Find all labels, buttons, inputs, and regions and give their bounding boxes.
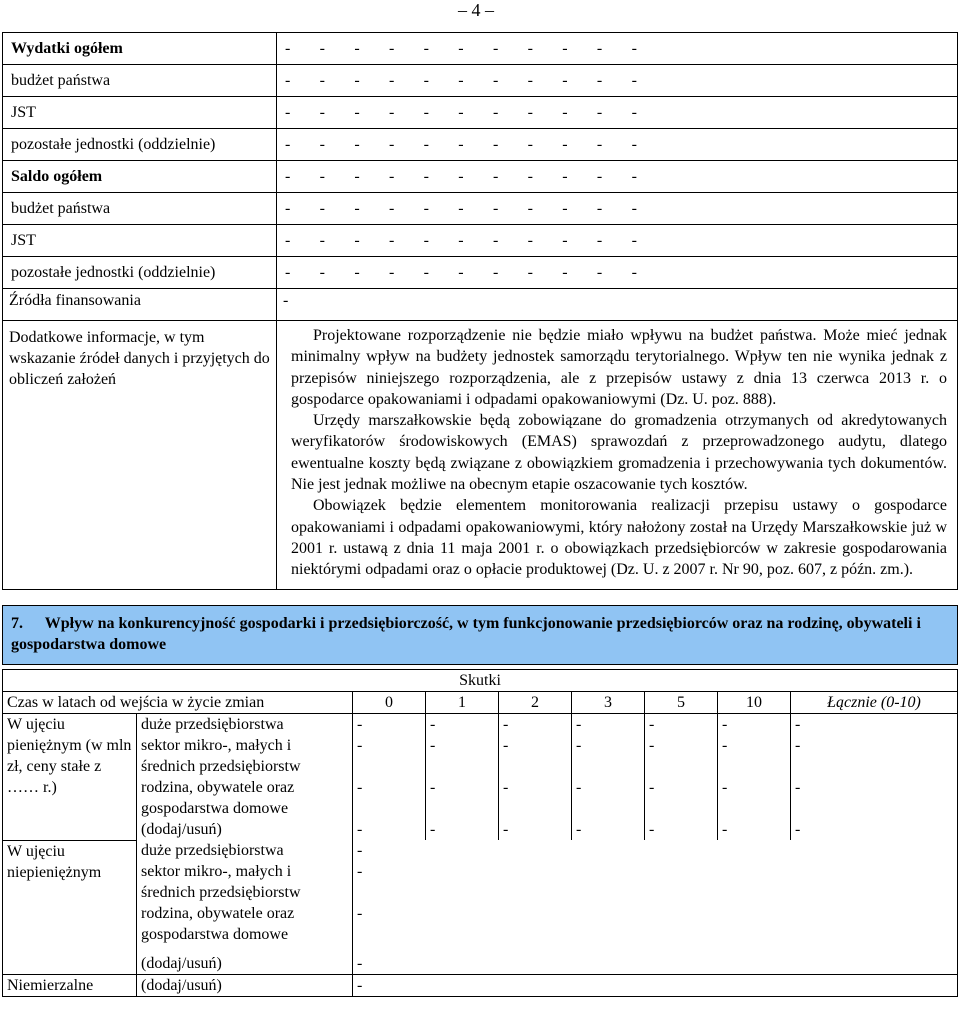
value-cell — [499, 777, 572, 819]
finance-row-values — [277, 257, 958, 289]
time-label: Czas w latach od wejścia w życie zmian — [3, 692, 353, 714]
dash-cell: - — [354, 104, 360, 121]
info-paragraph: Obowiązek będzie elementem monitorowania realizacji przepisu ustawy o gospodarce opakowaniami i odpadami opakowaniowymi, który nałożony został na Urzędy Marszałkowskie już w 2001 r. ustawą z dnia 11 maja 2001 r. o obowiązkach przedsiębiorców w zakresie gospodarowania niektórymi odpadami oraz o opłacie produktowej (Dz. U. z 2007 r. Nr 90, poz. 607, z późn. zm.). — [291, 497, 947, 579]
dash-cell: - — [285, 232, 291, 249]
nonmonetary-row — [3, 953, 958, 975]
sources-label: Źródła finansowania — [3, 289, 277, 321]
dash-cell: - — [354, 200, 360, 217]
finance-row-label: pozostałe jednostki (oddzielnie) — [3, 257, 277, 289]
dash-cell: - — [319, 136, 325, 153]
value-cell — [572, 819, 645, 840]
dash-cell: - — [631, 40, 637, 57]
dash-cell: - — [576, 821, 582, 838]
dash-cell: - — [562, 72, 568, 89]
value-cell — [353, 777, 426, 819]
dash-cell: - — [562, 264, 568, 281]
finance-row-values — [277, 161, 958, 193]
dash-cell: - — [354, 40, 360, 57]
value-cell — [572, 714, 645, 736]
dash-cell: - — [430, 737, 436, 754]
dash-cell: - — [388, 136, 395, 153]
dash-cell: - — [319, 232, 325, 249]
finance-row-label: JST — [3, 225, 277, 257]
dash-cell: - — [492, 136, 499, 153]
finance-row — [3, 257, 958, 289]
value-cell — [645, 777, 718, 819]
value-cell — [791, 714, 958, 736]
dash-cell: - — [527, 72, 533, 89]
value-cell — [426, 777, 499, 819]
year-header: 0 — [353, 692, 426, 714]
row-label: sektor mikro-, małych i średnich przedsiębiorstw — [137, 861, 353, 903]
dash-cell: - — [458, 40, 464, 57]
dash-cell: - — [388, 264, 395, 281]
dash-cell: - — [354, 72, 360, 89]
value-cell — [791, 777, 958, 819]
effects-table — [2, 669, 958, 997]
nonmonetary-row — [3, 840, 958, 861]
unmeasurable-label: Niemierzalne — [3, 975, 137, 997]
section-7-header — [2, 605, 958, 665]
dash-cell: - — [576, 716, 582, 733]
year-header: 10 — [718, 692, 791, 714]
dash-cell: - — [492, 104, 499, 121]
dash-cell: - — [319, 168, 325, 185]
finance-row — [3, 193, 958, 225]
finance-row-label: budżet państwa — [3, 65, 277, 97]
dash-cell: - — [503, 737, 509, 754]
dash-cell: - — [527, 200, 533, 217]
dash-cell: - — [492, 40, 499, 57]
dash-cell: - — [562, 40, 568, 57]
dash-cell: - — [631, 264, 637, 281]
page-number: – 4 – — [458, 0, 494, 20]
finance-row-values — [277, 193, 958, 225]
dash-cell: - — [795, 716, 801, 733]
row-label: sektor mikro-, małych i średnich przedsiębiorstw — [137, 735, 353, 777]
dash-cell: - — [354, 232, 360, 249]
dash-cell: - — [430, 821, 436, 838]
dash-cell: - — [285, 168, 291, 185]
dash-cell: - — [492, 168, 499, 185]
value-cell — [718, 714, 791, 736]
dash-cell: - — [319, 40, 325, 57]
dash-cell: - — [722, 821, 728, 838]
dash-cell: - — [631, 232, 637, 249]
value-cell — [353, 819, 426, 840]
dash-cell: - — [492, 264, 499, 281]
value-cell — [645, 819, 718, 840]
value-cell — [426, 819, 499, 840]
nonmonetary-row — [3, 861, 958, 903]
dash-cell: - — [285, 264, 291, 281]
dash-cell: - — [354, 136, 360, 153]
value-cell — [718, 819, 791, 840]
finance-row-label: pozostałe jednostki (oddzielnie) — [3, 129, 277, 161]
dash-cell: - — [596, 40, 603, 57]
dash-cell: - — [388, 72, 395, 89]
dash-cell: - — [423, 40, 429, 57]
year-header: 2 — [499, 692, 572, 714]
row-label: duże przedsiębiorstwa — [137, 714, 353, 736]
finance-row-values — [277, 225, 958, 257]
dash-cell: - — [423, 168, 429, 185]
dash-cell: - — [596, 72, 603, 89]
dash-cell: - — [596, 200, 603, 217]
dash-cell: - — [357, 821, 363, 838]
dash-cell: - — [423, 72, 429, 89]
dash-cell: - — [388, 40, 395, 57]
value-cell — [426, 714, 499, 736]
dash-cell: - — [458, 104, 464, 121]
dash-cell: - — [576, 779, 582, 796]
section-number: 7. — [11, 615, 23, 632]
dash-cell: - — [527, 168, 533, 185]
dash-cell: - — [562, 200, 568, 217]
year-header: 3 — [572, 692, 645, 714]
dash-cell: - — [631, 136, 637, 153]
dash-cell: - — [596, 232, 603, 249]
dash-cell: - — [357, 779, 363, 796]
dash-cell: - — [357, 737, 363, 754]
dash-cell: - — [388, 232, 395, 249]
dash-cell: - — [388, 104, 395, 121]
dash-cell: - — [631, 72, 637, 89]
finance-row-values — [277, 97, 958, 129]
year-header: Łącznie (0-10) — [791, 692, 958, 714]
dash-cell: - — [458, 72, 464, 89]
dash-cell: - — [319, 264, 325, 281]
dash-cell: - — [631, 168, 637, 185]
row-label: rodzina, obywatele oraz gospodarstwa domowe — [137, 903, 353, 953]
row-label: rodzina, obywatele oraz gospodarstwa domowe — [137, 777, 353, 819]
value-cell — [791, 735, 958, 777]
dash-cell: - — [649, 821, 655, 838]
dash-cell: - — [527, 40, 533, 57]
monetary-label: W ujęciu pieniężnym (w mln zł, ceny stałe z …… r.) — [3, 714, 137, 841]
value-cell: - — [353, 975, 958, 997]
dash-cell: - — [527, 264, 533, 281]
dash-cell: - — [430, 779, 436, 796]
dash-cell: - — [576, 737, 582, 754]
dash-cell: - — [357, 716, 363, 733]
dash-cell: - — [423, 232, 429, 249]
dash-cell: - — [492, 200, 499, 217]
value-cell — [791, 819, 958, 840]
dash-cell: - — [596, 264, 603, 281]
info-paragraph: Urzędy marszałkowskie będą zobowiązane do gromadzenia otrzymanych od akredytowanych weryfikatorów środowiskowych (EMAS) sprawozdań z przeprowadzonego audytu, dlatego ewentualne koszty będą związane z obowiązkiem gromadzenia i przechowywania tych dokumentów. Nie jest jednak możliwe na obecnym etapie oszacowanie tych kosztów. — [291, 412, 947, 494]
year-header: 5 — [645, 692, 718, 714]
row-label: (dodaj/usuń) — [137, 953, 353, 975]
value-cell — [645, 714, 718, 736]
additional-info-text — [277, 321, 958, 590]
finance-row-label: JST — [3, 97, 277, 129]
section-title: Wpływ na konkurencyjność gospodarki i przedsiębiorczość, w tym funkcjonowanie przedsiębiorców oraz na rodzinę, obywateli i gospodarstwa domowe — [11, 615, 921, 653]
sources-value: - — [277, 289, 958, 321]
nonmonetary-label: W ujęciu niepieniężnym — [3, 840, 137, 975]
finance-row-values — [277, 65, 958, 97]
dash-cell: - — [649, 716, 655, 733]
dash-cell: - — [458, 264, 464, 281]
dash-cell: - — [319, 104, 325, 121]
unmeasurable-row — [3, 975, 958, 997]
value-cell — [353, 735, 426, 777]
dash-cell: - — [527, 136, 533, 153]
value-cell — [426, 735, 499, 777]
dash-cell: - — [458, 168, 464, 185]
monetary-row — [3, 819, 958, 840]
dash-cell: - — [458, 200, 464, 217]
dash-cell: - — [492, 232, 499, 249]
dash-cell: - — [285, 72, 291, 89]
dash-cell: - — [596, 136, 603, 153]
finance-table — [2, 32, 958, 590]
row-label: (dodaj/usuń) — [137, 819, 353, 840]
dash-cell: - — [458, 232, 464, 249]
dash-cell: - — [649, 737, 655, 754]
dash-cell: - — [423, 136, 429, 153]
value-cell — [645, 735, 718, 777]
finance-row — [3, 225, 958, 257]
dash-cell: - — [285, 40, 291, 57]
finance-row — [3, 33, 958, 65]
row-label: duże przedsiębiorstwa — [137, 840, 353, 861]
finance-row-label: Saldo ogółem — [3, 161, 277, 193]
finance-row-label: budżet państwa — [3, 193, 277, 225]
dash-cell: - — [503, 779, 509, 796]
dash-cell: - — [795, 779, 801, 796]
value-cell — [718, 735, 791, 777]
dash-cell: - — [562, 104, 568, 121]
dash-cell: - — [503, 716, 509, 733]
dash-cell: - — [649, 779, 655, 796]
dash-cell: - — [722, 716, 728, 733]
dash-cell: - — [388, 200, 395, 217]
dash-cell: - — [354, 168, 360, 185]
finance-row — [3, 161, 958, 193]
value-cell — [499, 714, 572, 736]
dash-cell: - — [795, 821, 801, 838]
dash-cell: - — [562, 232, 568, 249]
dash-cell: - — [319, 200, 325, 217]
monetary-row — [3, 777, 958, 819]
finance-row-label: Wydatki ogółem — [3, 33, 277, 65]
dash-cell: - — [423, 264, 429, 281]
finance-row-values — [277, 129, 958, 161]
value-cell — [499, 735, 572, 777]
dash-cell: - — [285, 104, 291, 121]
value-cell — [499, 819, 572, 840]
monetary-row — [3, 714, 958, 736]
value-cell: - — [353, 953, 958, 975]
dash-cell: - — [596, 168, 603, 185]
value-cell: - — [353, 840, 958, 861]
effects-header: Skutki — [3, 670, 958, 692]
monetary-row — [3, 735, 958, 777]
additional-info-label: Dodatkowe informacje, w tym wskazanie źródeł danych i przyjętych do obliczeń założeń — [3, 321, 277, 590]
dash-cell: - — [631, 200, 637, 217]
dash-cell: - — [527, 232, 533, 249]
dash-cell: - — [562, 168, 568, 185]
dash-cell: - — [458, 136, 464, 153]
dash-cell: - — [430, 716, 436, 733]
dash-cell: - — [285, 136, 291, 153]
year-header: 1 — [426, 692, 499, 714]
dash-cell: - — [503, 821, 509, 838]
finance-row — [3, 65, 958, 97]
value-cell — [572, 735, 645, 777]
dash-cell: - — [596, 104, 603, 121]
dash-cell: - — [722, 779, 728, 796]
dash-cell: - — [795, 737, 801, 754]
value-cell — [718, 777, 791, 819]
dash-cell: - — [285, 200, 291, 217]
dash-cell: - — [492, 72, 499, 89]
finance-row — [3, 97, 958, 129]
dash-cell: - — [354, 264, 360, 281]
dash-cell: - — [527, 104, 533, 121]
finance-row-values — [277, 33, 958, 65]
value-cell — [353, 714, 426, 736]
value-cell: - — [353, 861, 958, 903]
dash-cell: - — [423, 104, 429, 121]
dash-cell: - — [631, 104, 637, 121]
finance-row — [3, 129, 958, 161]
row-label: (dodaj/usuń) — [137, 975, 353, 997]
info-paragraph: Projektowane rozporządzenie nie będzie miało wpływu na budżet państwa. Może mieć jednak minimalny wpływ na budżety jednostek samorządu terytorialnego. Wpływ ten nie wynika jednak z przepisów niniejszego rozporządzenia, ale z przepisów ustawy z dnia 13 czerwca 2013 r. o gospodarce opakowaniami i odpadami opakowaniowymi (Dz. U. poz. 888). — [291, 327, 947, 408]
dash-cell: - — [319, 72, 325, 89]
dash-cell: - — [722, 737, 728, 754]
dash-cell: - — [388, 168, 395, 185]
value-cell: - — [353, 903, 958, 953]
dash-cell: - — [423, 200, 429, 217]
value-cell — [572, 777, 645, 819]
dash-cell: - — [562, 136, 568, 153]
nonmonetary-row — [3, 903, 958, 953]
